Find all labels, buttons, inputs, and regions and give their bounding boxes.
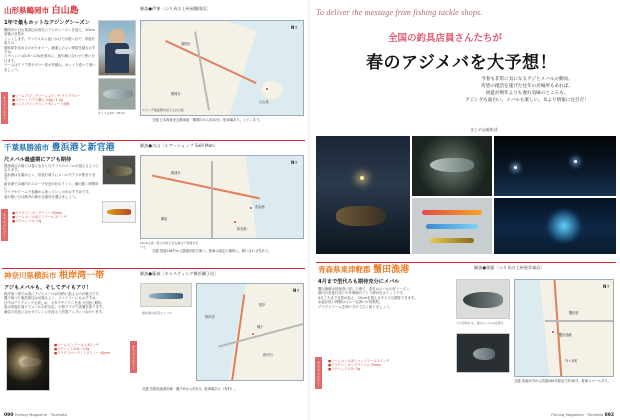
access-info: 交通 首都高速湾岸線・磯子ICから約5分。駐車場あり（有料）。: [142, 387, 238, 391]
map-label: 鵜原: [161, 217, 168, 221]
body-line: 蟹田漁港は陸奥湾に面した港で、春先はメバルの好シーズン。: [318, 287, 413, 291]
fish-in-hand: [115, 49, 133, 54]
fish-shape: [103, 89, 133, 99]
lure-shape: [107, 209, 131, 215]
recommend-tab: オススメルアー: [315, 357, 322, 389]
place-label: 白山島: [51, 6, 79, 16]
body-line: 新官港では港内のスロープ付近が好ポイント。潮の動く時間帯に: [4, 181, 99, 191]
shop-credit: 解説●藤森［キャスティング横浜磯子店］: [140, 271, 219, 276]
map-road: [545, 320, 614, 322]
map-pin: [551, 330, 555, 334]
right-footer: [551, 412, 614, 418]
region-label: 千葉県勝浦市: [4, 143, 49, 152]
region-label: 山形県鶴岡市: [4, 6, 49, 15]
place-label: 豊浜港と新官港: [51, 143, 115, 153]
article-body: [4, 292, 134, 334]
body-line: 風が強い日は港内の静かな場所を選びましょう。: [4, 194, 79, 199]
lure-caption: CD-5は遠く飛ぶが控え目な重さで表層を引ける: [140, 241, 199, 249]
recommend-list: [12, 211, 100, 224]
photo-caption: 根岸湾の夜景とメバル: [142, 311, 172, 315]
recommend-item: ■プラグ:シンキングミノー 50mm: [12, 211, 63, 215]
recommend-tab: オススメルアー: [1, 209, 8, 241]
body-line: 明暗部を攻めるのがセオリー。潮通しのよい堤防先端もおすすめ。: [4, 45, 96, 55]
fish-caption: サイズは20〜25cm: [98, 111, 125, 115]
mebaru-photo: [456, 279, 510, 319]
water-glow: [544, 208, 584, 244]
lead-line: アジングも面白い。メバルも楽しい。耳より情報に注目だ！: [465, 98, 589, 103]
fish-photo: [98, 78, 136, 110]
map-label: 豊浜港: [255, 205, 265, 209]
recommend-item: ■ワーム:アジングワーム 2インチ クリアグロー: [12, 94, 81, 98]
left-page: [0, 0, 309, 420]
magazine-name: Fishing Magazine · Tsuribito: [551, 412, 604, 417]
article-body: [4, 164, 100, 204]
photo-caption: アジング最盛期を迎える白山島: [142, 108, 184, 112]
page-number: 090: [4, 413, 14, 418]
section-chiba: [2, 140, 305, 264]
jighead-photo: [456, 333, 510, 373]
lead-line: 今春も非常に気になるアジとメバルの動向。: [481, 77, 573, 82]
catch-heading: 4月まで型代ろも期待充分にメバル: [318, 279, 400, 285]
body-line: 日中はデイアジングも楽しめ、カタクチイワシを追う回遊に期待。: [4, 300, 105, 305]
body-line: 磯子海づり施設周辺は足場もよく、ファミリーにもおすすめ。: [4, 296, 99, 301]
section-heading: [4, 141, 115, 154]
body-line: 潮位の変化に合わせてレンジを探ると釣果アップにつながります。: [4, 309, 105, 314]
recommend-item: ■ジグヘッド:0.6〜1.5g: [54, 347, 90, 352]
shop-credit: 解説●古山［ルアーショップ Soill Man］: [140, 143, 219, 148]
body-line: 水温が低い時期はスローな誘いが効果的。: [318, 300, 383, 305]
section-heading: [4, 269, 104, 282]
lure-shape: [430, 238, 474, 243]
map-label: 磯子: [257, 325, 264, 329]
fish-shape: [463, 292, 503, 308]
catch-heading: 1年で最もホットなアジングシーズン: [4, 20, 90, 26]
lure-shape: [426, 224, 478, 229]
recommend-tab: オススメルアー: [130, 341, 137, 373]
map-label: 蟹田漁港: [559, 333, 572, 337]
access-info: 交通 日本海東北自動車道・鶴岡ICから約20分。駐車場あり。トイレあり。: [152, 118, 263, 122]
fish-shape: [430, 158, 474, 172]
fish-photo: [102, 155, 136, 185]
recommend-item: ■ワーム:ピンテール 1.8インチ: [54, 343, 100, 347]
map-label: 勝浦市: [171, 171, 181, 175]
angler-body: [105, 43, 129, 73]
harbor-night-photo: [316, 136, 410, 254]
recommend-list: [54, 343, 134, 356]
lead-line: 待望の復活を遂げた往年の名場所もあれば、: [481, 84, 573, 89]
body-line: ヒットします。夕マヅメから夜にかけてが狙い目で、常夜灯周りの: [4, 36, 95, 46]
region-label: 青森県東津軽郡: [318, 265, 371, 274]
place-label: 蟹田漁港: [373, 265, 410, 275]
compass-icon: N↑: [291, 25, 298, 30]
right-page: [310, 0, 620, 420]
map-label: 根岸: [259, 303, 266, 307]
body-line: ワームはクリア系やグロー系が実績大。ゆっくり巻いて誘いましょう。: [4, 63, 96, 72]
area-map: [196, 283, 304, 381]
article-body: [4, 28, 96, 90]
section-heading: [318, 263, 409, 276]
rod-and-reel: [336, 206, 386, 226]
map-label: 新官港: [237, 227, 247, 231]
catch-heading: 尺メバル最盛期にアジも期待: [4, 157, 72, 163]
feature-title: 春のアジメバを大予想！: [366, 53, 558, 73]
map-pin: [251, 332, 255, 336]
region-label: 神奈川県横浜市: [4, 271, 57, 280]
map-label: 新杉田: [263, 353, 273, 357]
compass-icon: N↑: [293, 288, 300, 293]
recommend-list: [328, 359, 448, 372]
fish-caption: アジが釣れる。春のメバルの良型も: [456, 321, 504, 325]
place-label: 根岸湾一帯: [59, 271, 105, 281]
recommend-item: ■ジグヘッド:1〜2g: [12, 219, 42, 224]
harbor-lights-photo: [494, 198, 616, 254]
body-line: 勝浦周辺の港では春になると尺クラスのメバルが狙えるようになります。: [4, 164, 99, 173]
map-pin: [265, 87, 269, 91]
body-line: 鶴岡市の白山島周辺は春先にアジのシーズンを迎え、20cm前後の良型が: [4, 28, 95, 37]
body-line: プラグやワームで表層から探っていくのがおすすめです。: [4, 190, 92, 195]
map-road: [211, 161, 213, 239]
aji-catch-photo: [412, 136, 492, 196]
area-map: [514, 279, 614, 377]
body-line: ジグヘッドは0.8〜1.5gを基本に、風や潮に合わせて使い分けます。: [4, 54, 95, 63]
compass-icon: N↑: [603, 284, 610, 289]
lure-shape: [149, 293, 183, 299]
lure-photo: [102, 201, 136, 223]
body-line: 夜は常夜灯周りでメバルが好反応。小型プラグで表層を探ります。: [4, 305, 106, 310]
shop-credit: 解説●奥藤［つり具の上州屋青森店］: [474, 265, 545, 270]
body-line: 4月ごろまで良型が狙え、20cmを超えるサイズも期待できます。: [318, 295, 418, 300]
night-sea-photo: [494, 136, 616, 196]
recommend-item: ■ジグヘッド:1.5〜3g: [328, 367, 361, 372]
map-label: 蟹田駅: [569, 311, 579, 315]
body-line: 港内の常夜灯周りや外海側のテトラ帯が好ポイントです。: [318, 291, 406, 296]
map-label: 根岸湾: [205, 315, 215, 319]
magazine-name: Fishing Magazine · Tsuribito: [14, 412, 67, 417]
shop-credit: 解説●伊東［つり具の上州屋鶴岡店］: [140, 6, 211, 11]
section-kanagawa: [2, 268, 305, 404]
article-body: [318, 287, 448, 331]
night-light: [574, 160, 577, 163]
map-label: 白山島: [259, 100, 269, 104]
editor-credit: まとめ◎編集部: [470, 127, 498, 132]
recommend-item: ■ワーム:メバル用シャッドテール 2インチ: [328, 359, 390, 363]
kicker-heading: 全国の釣具店員さんたちが: [388, 33, 503, 44]
fish-shape: [21, 358, 41, 366]
left-footer: [4, 412, 67, 418]
catch-heading: アジもメバルも、そしてデイもアリ！: [4, 285, 92, 291]
body-line: 豊浜港は足場がよく、常夜灯周りにメバルやアジが集まります。: [4, 172, 96, 182]
map-label: 鶴岡市: [171, 92, 181, 96]
lure-shape: [422, 210, 482, 215]
body-line: プラグとワームを使い分けて広く探りましょう。: [318, 304, 393, 309]
angler-photo: [98, 20, 136, 76]
recommend-item: ■プラグ:シンキングペンシル 55mm: [328, 363, 382, 368]
map-land: [140, 20, 257, 116]
map-pin: [233, 220, 237, 224]
lure-tackle-photo: [412, 198, 492, 254]
section-aomori: [316, 262, 616, 404]
fish-shape: [473, 348, 495, 360]
night-fishing-photo: [6, 337, 50, 391]
night-light: [360, 176, 364, 180]
section-yamagata: [2, 4, 305, 136]
lead-text: [438, 76, 616, 104]
recommend-item: ■ジグヘッド:アジ職人 0.8g / 1.2g: [12, 98, 63, 103]
section-heading: [4, 4, 79, 17]
area-map: [140, 155, 304, 239]
access-info: 交通 国道128号から勝浦市街方面へ。駐車は指定の場所に。問い合わせ先あり。: [152, 249, 272, 253]
area-map: [140, 20, 304, 116]
body-line: 根岸湾一帯では春にアジとメバルが同時に狙えるのが魅力です。: [4, 292, 102, 296]
lead-line: 回遊が例年よりも遅れ気味のところも。: [485, 91, 569, 96]
english-tagline: To deliver the message from fishing tackle shops.: [316, 8, 483, 17]
recommend-item: ■ロッド:アジングロッド 6フィート前後: [12, 102, 70, 107]
map-label: 湯野浜: [181, 42, 191, 46]
recommend-list: [12, 94, 102, 107]
recommend-item: ■ワーム:メバル用ピンテール 2インチ: [12, 215, 67, 220]
fish-shape: [106, 166, 132, 176]
night-light: [514, 166, 517, 169]
lure-photo: [140, 283, 192, 307]
page-number: 092: [604, 413, 614, 418]
map-label: 外ヶ浜町: [565, 359, 578, 363]
compass-icon: N↑: [291, 160, 298, 165]
recommend-item: ■プラグ:フローティングミノー 40mm: [54, 351, 111, 356]
access-info: 交通 青森市内から国道280号経由で約40分。駐車スペースあり。: [514, 379, 612, 383]
recommend-tab: オススメルアー: [1, 92, 8, 124]
map-pin: [249, 206, 253, 210]
